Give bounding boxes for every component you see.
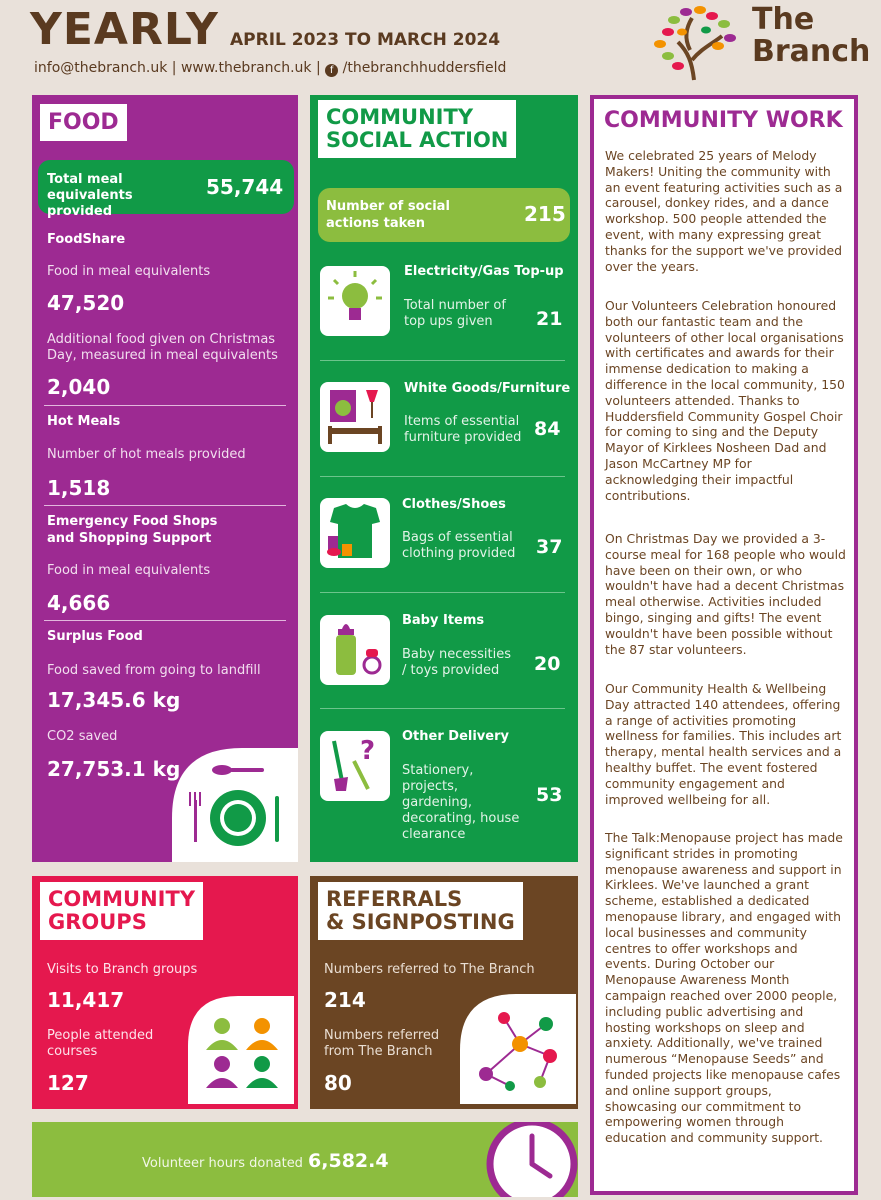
- hot-meals-heading: Hot Meals: [47, 414, 121, 429]
- social-item-title: Electricity/Gas Top-up: [404, 264, 564, 279]
- social-item-title: Other Delivery: [402, 729, 509, 744]
- surplus-label: Food saved from going to landfill: [47, 663, 261, 678]
- period-label: APRIL 2023 TO MARCH 2024: [230, 30, 501, 50]
- facebook-icon: f: [325, 64, 338, 77]
- groups-title-line-1: COMMUNITY: [48, 887, 196, 911]
- social-item-value: 53: [536, 784, 563, 806]
- social-item-value: 37: [536, 536, 563, 558]
- community-work-paragraph: We celebrated 25 years of Melody Makers! Uniting the community with an event featuring activities such as a carousel, donkey rides, and a dance workshop. 500 people attended the event, with many expressing great thanks for the support we've provided over the years.: [605, 148, 843, 274]
- hot-meals-value: 1,518: [47, 476, 111, 500]
- facebook-handle: /thebranchhuddersfield: [342, 60, 507, 76]
- lightbulb-icon: [320, 266, 390, 336]
- christmas-label: Additional food given on Christmas Day, measured in meal equivalents: [47, 332, 278, 363]
- contact-text: info@thebranch.uk | www.thebranch.uk |: [34, 60, 326, 76]
- food-total-label: Total meal equivalents provided: [47, 172, 133, 219]
- clothes-icon: [320, 498, 390, 568]
- page-title: YEARLY: [30, 4, 219, 55]
- community-work-paragraph: Our Volunteers Celebration honoured both our fantastic team and the volunteers of other local organisations with certificates and awards for their immense dedication to making a difference in the local community, 150 volunteers attended. Thanks to Huddersfield Community Gospel Choir for coming to sing and the Deputy Mayor of Kirklees Nosheen Dad and Jason McCartney MP for acknowledging their impactful contributions.: [605, 298, 845, 503]
- divider: [320, 476, 565, 477]
- visits-label: Visits to Branch groups: [47, 962, 198, 977]
- hot-meals-label: Number of hot meals provided: [47, 447, 246, 462]
- foodshare-heading: FoodShare: [47, 232, 126, 247]
- christmas-value: 2,040: [47, 375, 111, 399]
- logo-line-2: Branch: [752, 34, 871, 69]
- divider: [44, 505, 286, 506]
- social-item-title: White Goods/Furniture: [404, 381, 571, 396]
- brand-logo-text: [752, 4, 870, 68]
- social-title-line-1: COMMUNITY: [326, 105, 474, 129]
- clock-icon: [484, 1122, 578, 1197]
- social-item-label: Items of essential furniture provided: [404, 414, 522, 445]
- svg-text:?: ?: [360, 736, 376, 766]
- divider: [320, 360, 565, 361]
- referred-to-label: Numbers referred to The Branch: [324, 962, 535, 977]
- referred-to-value: 214: [324, 988, 366, 1012]
- social-item-value: 84: [534, 418, 561, 440]
- courses-value: 127: [47, 1071, 89, 1095]
- social-item-title: Baby Items: [402, 613, 485, 628]
- community-work-paragraph: Our Community Health & Wellbeing Day attracted 140 attendees, offering a range of activities promoting wellness for families. This includes art therapy, mental health services and a healthy buffet. The event fostered community engagement and improved wellbeing for all.: [605, 681, 842, 807]
- referrals-title: [318, 882, 523, 940]
- community-work-title: COMMUNITY WORK: [604, 108, 843, 133]
- network-icon: [460, 994, 576, 1104]
- volunteer-hours-label: Volunteer hours donated: [142, 1156, 303, 1171]
- delivery-tools-icon: [320, 731, 390, 801]
- referred-from-value: 80: [324, 1071, 352, 1095]
- visits-value: 11,417: [47, 988, 125, 1012]
- community-groups-title: [40, 882, 203, 940]
- social-item-label: Total number of top ups given: [404, 298, 506, 329]
- divider: [320, 708, 565, 709]
- social-item-title: Clothes/Shoes: [402, 497, 506, 512]
- social-title-line-2: SOCIAL ACTION: [326, 128, 509, 152]
- social-item-value: 20: [534, 653, 561, 675]
- contact-line: [34, 60, 506, 77]
- divider: [320, 592, 565, 593]
- social-action-title: [318, 100, 516, 158]
- furniture-icon: [320, 382, 390, 452]
- branch-logo-icon: [648, 2, 740, 82]
- emergency-value: 4,666: [47, 591, 111, 615]
- food-total-value: 55,744: [206, 175, 284, 199]
- community-work-paragraph: On Christmas Day we provided a 3-course meal for 168 people who would have been on their own, or who wouldn't have had a decent Christmas meal otherwise. Activities included bingo, singing and gifts! The event wouldn't have been possible without the 87 star volunteers.: [605, 531, 846, 657]
- referred-from-label: Numbers referred from The Branch: [324, 1028, 440, 1059]
- groups-title-line-2: GROUPS: [48, 910, 147, 934]
- food-title: FOOD: [40, 104, 127, 141]
- plate-cutlery-icon: [172, 748, 298, 862]
- social-item-label: Bags of essential clothing provided: [402, 530, 516, 561]
- social-total-label: Number of social actions taken: [326, 199, 450, 231]
- surplus-value: 17,345.6 kg: [47, 688, 181, 712]
- baby-bottle-icon: [320, 615, 390, 685]
- community-work-paragraph: The Talk:Menopause project has made significant strides in promoting menopause awareness and support in Kirklees. We've launched a grant scheme, established a dedicated menopause library, and engaged with local businesses and community centres to offer workshops and events. During October our Menopause Awareness Month campaign reached over 2000 people, including public advertising and hosting workshops on sleep and anxiety. Additionally, we've trained numerous “Menopause Seeds” and funded projects like menopause cafes and online support groups, showcasing our commitment to empowering women through education and community support.: [605, 830, 843, 1146]
- people-group-icon: [188, 996, 294, 1104]
- emergency-heading: Emergency Food Shops and Shopping Support: [47, 514, 218, 546]
- foodshare-value: 47,520: [47, 291, 125, 315]
- divider: [44, 620, 286, 621]
- divider: [44, 405, 286, 406]
- emergency-label: Food in meal equivalents: [47, 563, 211, 578]
- volunteer-hours-value: 6,582.4: [308, 1150, 389, 1172]
- logo-line-1: The: [752, 2, 815, 37]
- referrals-title-line-1: REFERRALS: [326, 887, 463, 911]
- surplus-heading: Surplus Food: [47, 629, 143, 644]
- referrals-title-line-2: & SIGNPOSTING: [326, 910, 515, 934]
- foodshare-label: Food in meal equivalents: [47, 264, 211, 279]
- social-item-value: 21: [536, 308, 563, 330]
- volunteer-hours-row: [142, 1150, 389, 1172]
- co2-value: 27,753.1 kg: [47, 757, 181, 781]
- courses-label: People attended courses: [47, 1028, 154, 1059]
- social-total-value: 215: [524, 202, 566, 226]
- social-item-label: Baby necessities / toys provided: [402, 647, 511, 678]
- social-item-label: Stationery, projects, gardening, decorating, house clearance: [402, 763, 520, 842]
- co2-label: CO2 saved: [47, 729, 118, 744]
